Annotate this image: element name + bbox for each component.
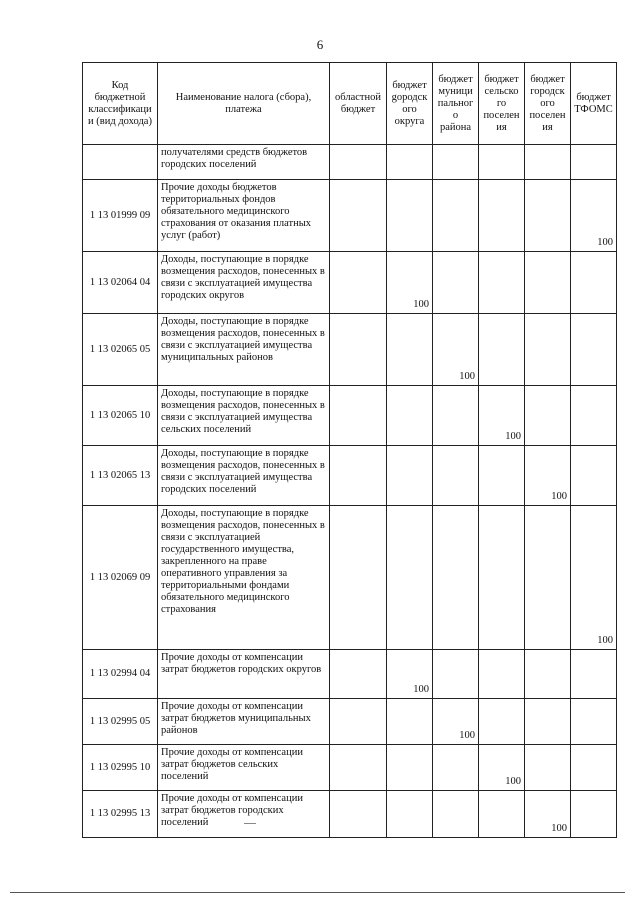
- budget-share-cell: [479, 699, 525, 745]
- payment-name: получателями средств бюджетов городских поселений: [158, 145, 330, 180]
- budget-share-cell: 100: [525, 446, 571, 506]
- budget-classification-table: [82, 62, 617, 838]
- budget-share-cell: 100: [571, 506, 617, 650]
- table-body: [83, 145, 617, 838]
- classification-code: [83, 145, 158, 180]
- budget-share-cell: [330, 145, 387, 180]
- table-row: [83, 791, 617, 838]
- classification-code: 1 13 02065 13: [83, 446, 158, 506]
- budget-share-cell: 100: [479, 745, 525, 791]
- budget-share-cell: [387, 699, 433, 745]
- table-row: [83, 506, 617, 650]
- budget-share-cell: [479, 791, 525, 838]
- budget-share-cell: 100: [387, 650, 433, 699]
- header-tfoms: [571, 63, 617, 145]
- budget-share-cell: [571, 386, 617, 446]
- budget-share-cell: [525, 386, 571, 446]
- budget-share-cell: [387, 745, 433, 791]
- header-label: бюджет сельско го поселен ия: [483, 73, 520, 133]
- header-rural-settlement: [479, 63, 525, 145]
- budget-share-cell: 100: [433, 314, 479, 386]
- budget-share-cell: [330, 314, 387, 386]
- budget-share-cell: [330, 446, 387, 506]
- header-label: областной бюджет: [335, 91, 381, 115]
- payment-name: Прочие доходы от компенсации затрат бюджетов сельских поселений: [158, 745, 330, 791]
- budget-share-cell: [525, 252, 571, 314]
- budget-share-cell: [387, 386, 433, 446]
- budget-share-cell: [387, 314, 433, 386]
- budget-share-cell: [479, 506, 525, 650]
- table-row: [83, 745, 617, 791]
- budget-share-cell: [571, 446, 617, 506]
- payment-name: Прочие доходы от компенсации затрат бюджетов муниципальных районов: [158, 699, 330, 745]
- budget-share-cell: [571, 745, 617, 791]
- budget-share-cell: [525, 314, 571, 386]
- budget-share-cell: [525, 745, 571, 791]
- header-urban-settlement: [525, 63, 571, 145]
- budget-share-cell: [387, 446, 433, 506]
- table-row: [83, 145, 617, 180]
- header-label: бюджет gородск ого округа: [391, 79, 428, 127]
- budget-share-cell: [479, 446, 525, 506]
- budget-share-cell: [571, 314, 617, 386]
- stray-mark: [244, 823, 256, 824]
- payment-name: Прочие доходы от компенсации затрат бюджетов городских поселений: [158, 791, 330, 838]
- budget-share-cell: [525, 180, 571, 252]
- classification-code: 1 13 02069 09: [83, 506, 158, 650]
- classification-code: 1 13 02995 05: [83, 699, 158, 745]
- budget-share-cell: [330, 791, 387, 838]
- budget-share-cell: [433, 180, 479, 252]
- budget-share-cell: [525, 699, 571, 745]
- budget-share-cell: [330, 386, 387, 446]
- classification-code: 1 13 02065 05: [83, 314, 158, 386]
- budget-share-cell: [433, 386, 479, 446]
- budget-share-cell: [387, 506, 433, 650]
- table-row: [83, 180, 617, 252]
- table-row: [83, 386, 617, 446]
- budget-share-cell: [330, 745, 387, 791]
- budget-share-cell: [479, 314, 525, 386]
- budget-share-cell: [433, 791, 479, 838]
- budget-share-cell: 100: [571, 180, 617, 252]
- budget-share-cell: [571, 699, 617, 745]
- budget-share-cell: [525, 650, 571, 699]
- classification-code: 1 13 02995 10: [83, 745, 158, 791]
- table-row: [83, 314, 617, 386]
- budget-share-cell: [433, 650, 479, 699]
- budget-share-cell: [387, 145, 433, 180]
- header-label: бюджет городск ого поселен ия: [529, 73, 566, 133]
- budget-share-cell: [433, 745, 479, 791]
- page-edge-line: [10, 892, 625, 893]
- budget-share-cell: [330, 699, 387, 745]
- header-code: [83, 63, 158, 145]
- budget-share-cell: [330, 180, 387, 252]
- budget-share-cell: [387, 180, 433, 252]
- header-label: бюджет муници пальног о района: [437, 73, 474, 133]
- budget-share-cell: [571, 791, 617, 838]
- table-header-row: [83, 63, 617, 145]
- payment-name: Доходы, поступающие в порядке возмещения расходов, понесенных в связи с эксплуатацией имущества муниципальных районов: [158, 314, 330, 386]
- budget-share-cell: [479, 180, 525, 252]
- budget-share-cell: [479, 145, 525, 180]
- header-city-district: [387, 63, 433, 145]
- budget-share-cell: [433, 145, 479, 180]
- budget-share-cell: [387, 791, 433, 838]
- payment-name: Доходы, поступающие в порядке возмещения расходов, понесенных в связи с эксплуатацией имущества городских округов: [158, 252, 330, 314]
- budget-share-cell: [330, 650, 387, 699]
- budget-share-cell: [571, 145, 617, 180]
- classification-code: 1 13 02065 10: [83, 386, 158, 446]
- payment-name: Доходы, поступающие в порядке возмещения расходов, понесенных в связи с эксплуатацией имущества сельских поселений: [158, 386, 330, 446]
- header-municipal-district: [433, 63, 479, 145]
- header-label: бюджет ТФОМС: [574, 91, 613, 115]
- header-name: [158, 63, 330, 145]
- table-row: [83, 446, 617, 506]
- payment-name: Доходы, поступающие в порядке возмещения расходов, понесенных в связи с эксплуатацией государственного имущества, закрепленного на праве оперативного управления за территориальными фондами обязательного медицинского страхования: [158, 506, 330, 650]
- budget-share-cell: [330, 252, 387, 314]
- classification-code: 1 13 02995 13: [83, 791, 158, 838]
- table-row: [83, 252, 617, 314]
- budget-share-cell: 100: [525, 791, 571, 838]
- payment-name: Прочие доходы от компенсации затрат бюджетов городских округов: [158, 650, 330, 699]
- budget-share-cell: [433, 506, 479, 650]
- payment-name: Прочие доходы бюджетов территориальных фондов обязательного медицинского страхования от оказания платных услуг (работ): [158, 180, 330, 252]
- budget-share-cell: [525, 506, 571, 650]
- budget-share-cell: [433, 446, 479, 506]
- page-number: 6: [316, 37, 324, 52]
- table-row: [83, 650, 617, 699]
- budget-share-cell: [433, 252, 479, 314]
- budget-share-cell: [525, 145, 571, 180]
- header-label: Код бюджетной классификаци и (вид дохода): [88, 79, 152, 127]
- table-row: [83, 699, 617, 745]
- budget-share-cell: [571, 650, 617, 699]
- budget-share-cell: 100: [387, 252, 433, 314]
- budget-share-cell: [479, 252, 525, 314]
- header-regional: [330, 63, 387, 145]
- classification-code: 1 13 02064 04: [83, 252, 158, 314]
- payment-name: Доходы, поступающие в порядке возмещения расходов, понесенных в связи с эксплуатацией имущества городских поселений: [158, 446, 330, 506]
- classification-code: 1 13 01999 09: [83, 180, 158, 252]
- classification-code: 1 13 02994 04: [83, 650, 158, 699]
- budget-share-cell: [330, 506, 387, 650]
- budget-share-cell: 100: [433, 699, 479, 745]
- budget-share-cell: [571, 252, 617, 314]
- budget-share-cell: [479, 650, 525, 699]
- header-label: Наименование налога (сбора), платежа: [175, 91, 312, 115]
- budget-share-cell: 100: [479, 386, 525, 446]
